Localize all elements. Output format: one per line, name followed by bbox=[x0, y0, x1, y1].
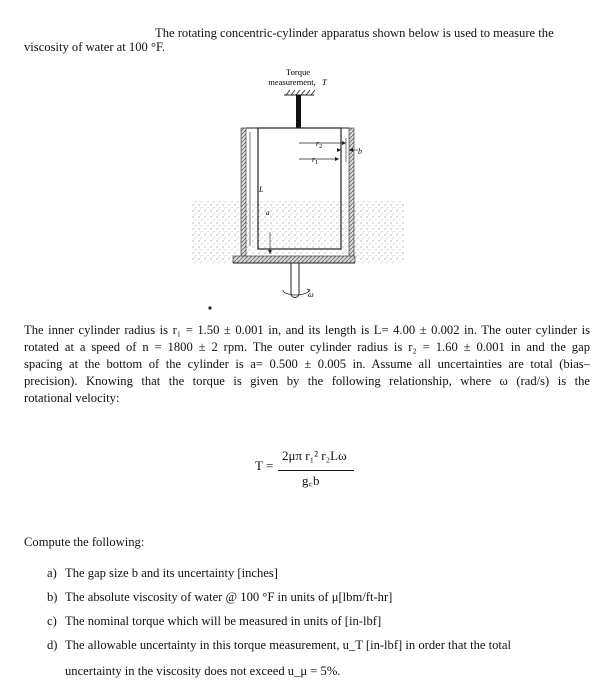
paragraph-line-4: precision). Knowing that the torque is given by the following relationship, where ω (rad/s) is the bbox=[24, 374, 590, 388]
outer-cylinder-right-wall bbox=[349, 128, 354, 262]
torque-shaft bbox=[296, 95, 301, 128]
fluid-bath bbox=[192, 200, 404, 264]
compute-heading: Compute the following: bbox=[24, 535, 145, 549]
question-b-label: b) bbox=[47, 590, 58, 604]
a-label: a bbox=[266, 209, 270, 217]
question-b-text: The absolute viscosity of water @ 100 °F in units of μ[lbm/ft-hr] bbox=[65, 590, 393, 604]
b-dimension bbox=[337, 148, 358, 152]
paragraph-line-5: rotational velocity: bbox=[24, 391, 120, 405]
formula-numerator: 2μπ r₁² r₂Lω bbox=[282, 448, 347, 463]
ceiling-support bbox=[284, 90, 315, 95]
question-d-continued-text: uncertainty in the viscosity does not exceed u_μ = 5%. bbox=[65, 664, 341, 678]
question-d-text: The allowable uncertainty in this torque measurement, u_T [in-lbf] in order that the total bbox=[65, 638, 512, 652]
torque-label-line1: Torque bbox=[286, 67, 310, 77]
outer-cylinder-left-wall bbox=[241, 128, 246, 262]
question-a-label: a) bbox=[47, 566, 57, 580]
torque-formula bbox=[255, 448, 375, 508]
question-c-label: c) bbox=[47, 614, 57, 628]
paragraph-line-1: The inner cylinder radius is r₁ = 1.50 ± 0.001 in, and its length is L= 4.00 ± 0.002 in. The outer cylinder is bbox=[24, 323, 590, 337]
formula-denominator: g꜀b bbox=[302, 473, 320, 488]
r1-dimension bbox=[299, 157, 339, 161]
outer-cylinder-base bbox=[233, 256, 355, 263]
b-label: b bbox=[358, 147, 362, 156]
r1-label: $r_1$ bbox=[312, 155, 319, 166]
question-c-text: The nominal torque which will be measured in units of [in-lbf] bbox=[65, 614, 382, 628]
intro-line-1: The rotating concentric-cylinder apparatus shown below is used to measure the bbox=[155, 26, 554, 40]
question-d-label: d) bbox=[47, 638, 58, 652]
intro-line-2: viscosity of water at 100 °F. bbox=[24, 40, 166, 54]
torque-symbol: T bbox=[322, 77, 327, 87]
torque-label-line2: measurement, bbox=[268, 77, 316, 87]
r2-label: $r_2$ bbox=[316, 139, 323, 150]
formula-lhs: T = bbox=[255, 458, 274, 473]
apparatus-figure bbox=[0, 0, 615, 310]
question-a-text: The gap size b and its uncertainty [inches] bbox=[65, 566, 278, 580]
stray-dot bbox=[208, 306, 211, 309]
paragraph-line-2: rotated at a speed of n = 1800 ± 2 rpm. The outer cylinder radius is r₂ = 1.60 ± 0.001 in and the gap bbox=[24, 340, 590, 354]
paragraph-line-3: spacing at the bottom of the cylinder is a= 0.500 ± 0.005 in. Assume all uncertainties are total (bias– bbox=[24, 357, 590, 371]
omega-label: ω bbox=[308, 290, 314, 299]
drive-shaft bbox=[283, 263, 310, 298]
L-label: L bbox=[259, 185, 264, 194]
